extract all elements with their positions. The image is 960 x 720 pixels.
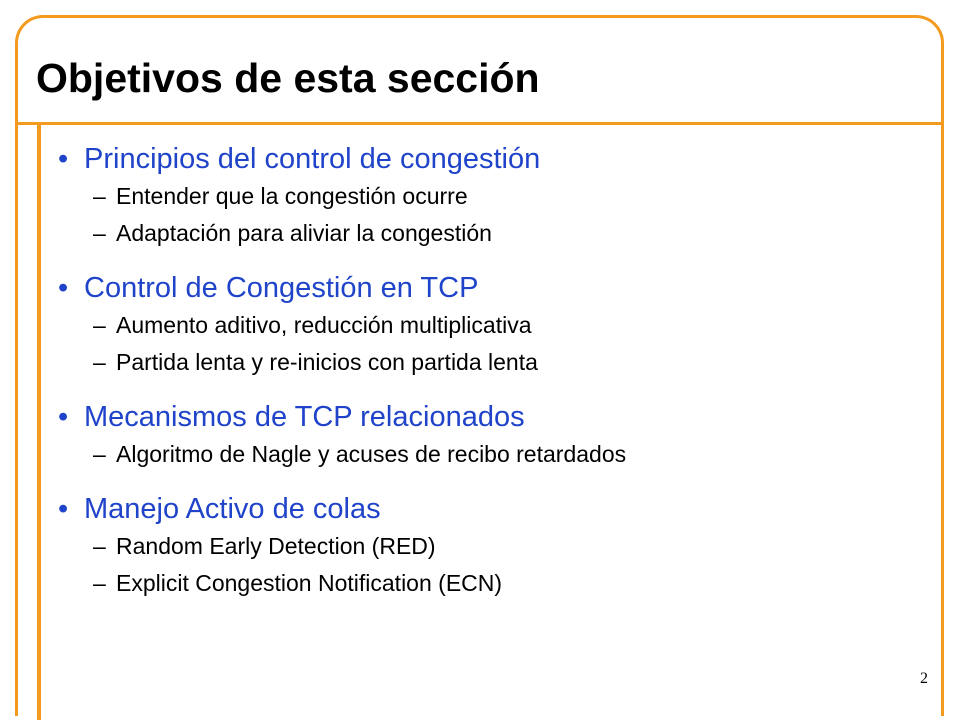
section-congestion-principles — [58, 140, 918, 252]
page-title: Objetivos de esta sección — [36, 55, 540, 101]
bullet-heading — [58, 490, 918, 528]
sub-item-text: Explicit Congestion Notification (ECN) — [116, 570, 503, 596]
dash-icon: – — [93, 570, 106, 596]
bullet-text: Manejo Activo de colas — [84, 493, 381, 525]
sub-item — [93, 565, 918, 602]
sub-item-text: Adaptación para aliviar la congestión — [116, 220, 492, 246]
bullet-heading — [58, 398, 918, 436]
dash-icon: – — [93, 220, 106, 246]
section-active-queue-management — [58, 490, 918, 602]
sub-item — [93, 528, 918, 565]
sub-item-text: Aumento aditivo, reducción multiplicativa — [116, 312, 532, 338]
bullet-icon: • — [58, 401, 69, 433]
bullet-icon: • — [58, 272, 69, 304]
left-accent-bar — [37, 122, 41, 720]
title-divider — [15, 122, 944, 125]
dash-icon: – — [93, 312, 106, 338]
slide-content — [58, 140, 918, 619]
sub-item — [93, 307, 918, 344]
dash-icon: – — [93, 441, 106, 467]
sub-item-text: Algoritmo de Nagle y acuses de recibo retardados — [116, 441, 627, 467]
bullet-heading — [58, 140, 918, 178]
bullet-text: Principios del control de congestión — [84, 143, 541, 175]
bullet-heading — [58, 269, 918, 307]
page-number: 2 — [920, 670, 928, 687]
bullet-text: Mecanismos de TCP relacionados — [84, 401, 525, 433]
section-tcp-congestion-control — [58, 269, 918, 381]
dash-icon: – — [93, 349, 106, 375]
sub-item — [93, 344, 918, 381]
sub-item-text: Random Early Detection (RED) — [116, 533, 436, 559]
bullet-text: Control de Congestión en TCP — [84, 272, 479, 304]
dash-icon: – — [93, 533, 106, 559]
sub-item — [93, 215, 918, 252]
dash-icon: – — [93, 183, 106, 209]
sub-item-text: Partida lenta y re-inicios con partida lenta — [116, 349, 538, 375]
bullet-icon: • — [58, 493, 69, 525]
sub-item — [93, 436, 918, 473]
sub-item — [93, 178, 918, 215]
section-tcp-mechanisms — [58, 398, 918, 473]
bullet-icon: • — [58, 143, 69, 175]
sub-item-text: Entender que la congestión ocurre — [116, 183, 468, 209]
